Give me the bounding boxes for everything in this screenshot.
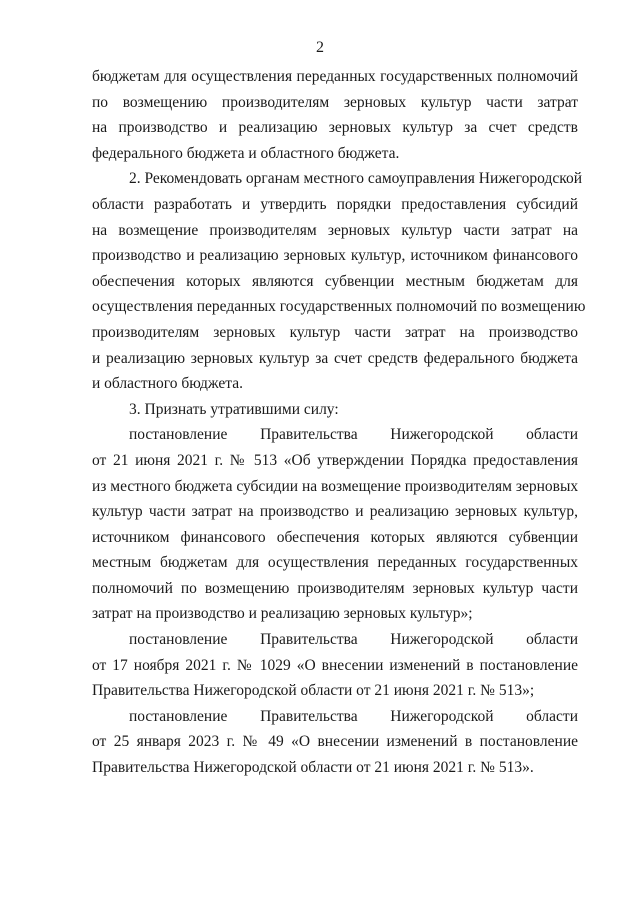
text-line: Правительства Нижегородской области от 21 июня 2021 г. № 513»; [92,682,535,700]
repealed-resolution-513 [92,422,578,627]
paragraph-continuation [92,64,578,166]
text-line: 3. Признать утратившими силу: [129,400,339,418]
text-line: местным бюджетам для осуществления переданных государственных [92,554,578,572]
text-line: обеспечения которых являются субвенции местным бюджетам для [92,272,578,290]
text-line: постановление Правительства Нижегородской области [129,707,578,725]
text-line: федерального бюджета и областного бюджета. [92,144,400,162]
text-line: источником финансового обеспечения которых являются субвенции [92,528,578,546]
document-body [92,64,586,781]
text-line: области разработать и утвердить порядки предоставления субсидий [92,195,578,213]
text-line: бюджетам для осуществления переданных государственных полномочий [92,68,578,85]
text-line: и областного бюджета. [92,375,243,393]
text-line: постановление Правительства Нижегородской области [129,426,578,444]
paragraph-item-3 [92,397,578,423]
text-line: осуществления переданных государственных полномочий по возмещению [92,298,586,316]
text-line: затрат на производство и реализацию зерновых культур»; [92,605,473,623]
text-line: от 25 января 2023 г. № 49 «О внесении изменений в постановление [92,733,578,751]
text-line: от 17 ноября 2021 г. № 1029 «О внесении изменений в постановление [92,656,578,674]
text-line: Правительства Нижегородской области от 21 июня 2021 г. № 513». [92,759,534,777]
text-line: культур части затрат на производство и реализацию зерновых культур, [92,503,578,521]
text-line: по возмещению производителям зерновых культур части затрат [92,93,578,111]
text-line: на возмещение производителям зерновых культур части затрат на [92,221,578,239]
text-line: из местного бюджета субсидии на возмещение производителям зерновых [92,477,579,495]
text-line: от 21 июня 2021 г. № 513 «Об утверждении Порядка предоставления [92,451,578,469]
repealed-resolution-1029 [92,627,578,704]
text-line: производство и реализацию зерновых культур, источником финансового [92,247,578,265]
text-line: полномочий по возмещению производителям зерновых культур части [92,579,578,597]
text-line: 2. Рекомендовать органам местного самоуправления Нижегородской [129,170,583,188]
page-number: 2 [316,39,324,56]
text-line: постановление Правительства Нижегородской области [129,631,578,649]
text-line: производителям зерновых культур части затрат на производство [92,323,578,341]
text-line: на производство и реализацию зерновых культур за счет средств [92,119,578,137]
repealed-resolution-49 [92,704,578,781]
paragraph-item-2 [92,166,586,396]
text-line: и реализацию зерновых культур за счет средств федерального бюджета [92,349,578,367]
